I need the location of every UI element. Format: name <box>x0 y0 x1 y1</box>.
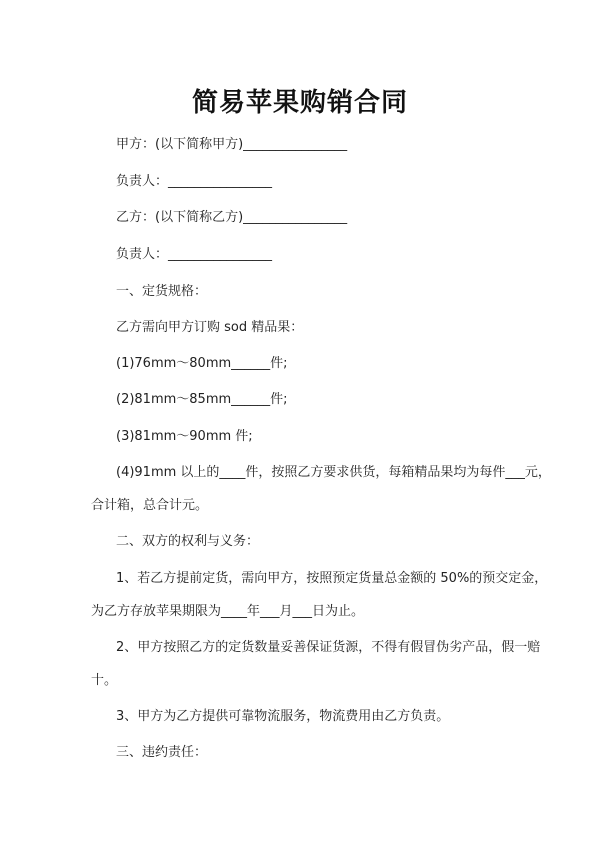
party-a-line: 甲方：(以下简称甲方)________________ <box>116 137 348 152</box>
party-b-representative-line: 负责人：________________ <box>116 247 273 262</box>
spec-item-1: (1)76mm～80mm______件; <box>116 356 288 371</box>
section-3-heading: 三、违约责任： <box>116 745 208 760</box>
clause-3-line: 3、甲方为乙方提供可靠物流服务，物流费用由乙方负责。 <box>116 709 450 724</box>
order-intro-line: 乙方需向甲方订购 sod 精品果： <box>116 320 304 335</box>
section-1-heading: 一、定货规格： <box>116 284 208 299</box>
clause-1-continued: 为乙方存放苹果期限为____年___月___日为止。 <box>91 604 365 619</box>
party-b-line: 乙方：(以下简称乙方)________________ <box>116 210 348 225</box>
clause-2-line: 2、甲方按照乙方的定货数量妥善保证货源，不得有假冒伪劣产品，假一赔 <box>116 640 541 655</box>
document-title: 简易苹果购销合同 <box>191 88 408 118</box>
clause-1-line: 1、若乙方提前定货，需向甲方，按照预定货量总金额的 50%的预交定金， <box>116 571 548 586</box>
section-2-heading: 二、双方的权利与义务： <box>116 534 260 549</box>
spec-item-4-continued: 合计箱，总合计元。 <box>91 498 209 513</box>
clause-2-continued: 十。 <box>91 673 118 688</box>
party-a-representative-line: 负责人：________________ <box>116 174 273 189</box>
spec-item-2: (2)81mm～85mm______件; <box>116 392 288 407</box>
spec-item-4: (4)91mm 以上的____件，按照乙方要求供货，每箱精品果均为每件___元， <box>116 465 551 480</box>
spec-item-3: (3)81mm～90mm 件; <box>116 429 253 444</box>
